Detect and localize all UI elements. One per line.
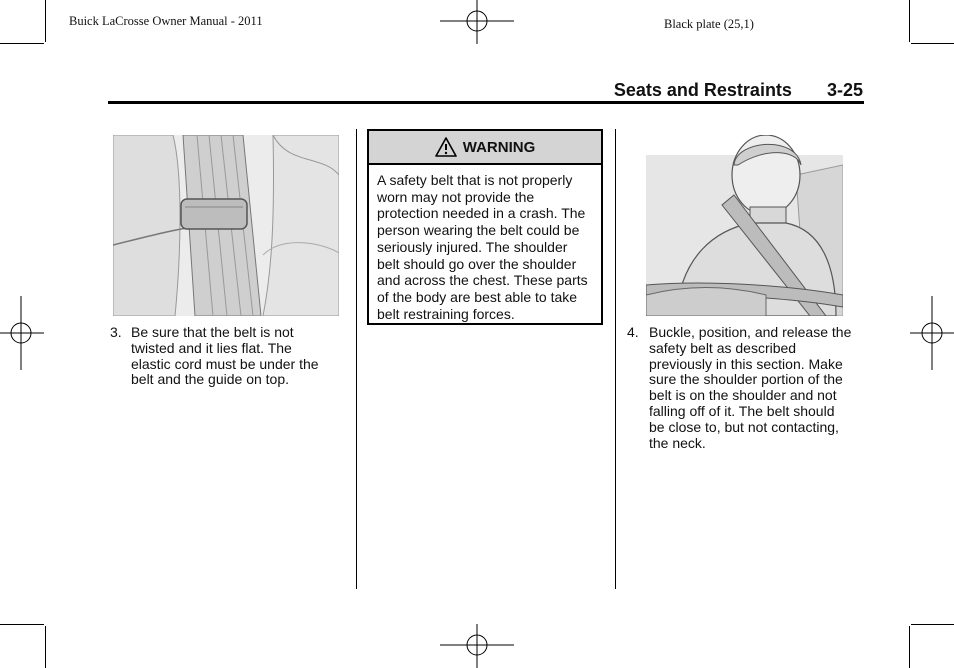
- section-title: Seats and Restraints: [613, 80, 792, 100]
- belt-guide-illustration: [113, 135, 339, 316]
- heading-rule: [108, 101, 864, 104]
- page-number: 3-25: [826, 80, 863, 100]
- warning-title: WARNING: [462, 138, 536, 156]
- crop-mark: [0, 624, 44, 625]
- warning-triangle-icon: [435, 137, 457, 157]
- manual-title: Buick LaCrosse Owner Manual - 2011: [69, 14, 263, 28]
- crop-mark: [45, 0, 46, 42]
- crop-mark: [909, 626, 910, 668]
- step-text: Be sure that the belt is not twisted and it lies flat. The elastic cord must be under the belt and the guide on top.: [131, 324, 319, 388]
- registration-mark-icon: [440, 0, 514, 46]
- column-divider: [615, 129, 616, 589]
- belt-guide-icon: [113, 135, 339, 316]
- child-wearing-belt-illustration: [646, 135, 843, 316]
- step-number: 4.: [627, 324, 639, 340]
- child-belt-icon: [646, 135, 843, 316]
- crop-mark: [45, 626, 46, 668]
- step-text: Buckle, position, and release the safety belt as described previously in this section. Make sure the shoulder portion of the belt is on the shoulder and not falling off of it. The belt should be close to, but not contacting, the neck.: [649, 324, 852, 451]
- crop-mark: [909, 0, 910, 42]
- step-4: [627, 325, 867, 455]
- crop-mark: [911, 624, 954, 625]
- registration-mark-icon: [0, 296, 46, 370]
- registration-mark-icon: [908, 296, 954, 370]
- step-number: 3.: [110, 324, 122, 340]
- warning-box: [367, 129, 603, 325]
- crop-mark: [0, 43, 44, 44]
- crop-mark: [911, 43, 954, 44]
- registration-mark-icon: [440, 624, 514, 668]
- warning-text: A safety belt that is not properly worn may not provide the protection needed in a crash. The person wearing the belt could be seriously injured. The shoulder belt should go over the shoulder and across the chest. These parts of the body are best able to take belt restraining forces.: [377, 172, 588, 322]
- section-heading: [108, 80, 863, 102]
- plate-label: Black plate (25,1): [664, 17, 754, 31]
- column-divider: [356, 129, 357, 589]
- warning-header: [369, 131, 601, 165]
- step-3: [110, 325, 350, 395]
